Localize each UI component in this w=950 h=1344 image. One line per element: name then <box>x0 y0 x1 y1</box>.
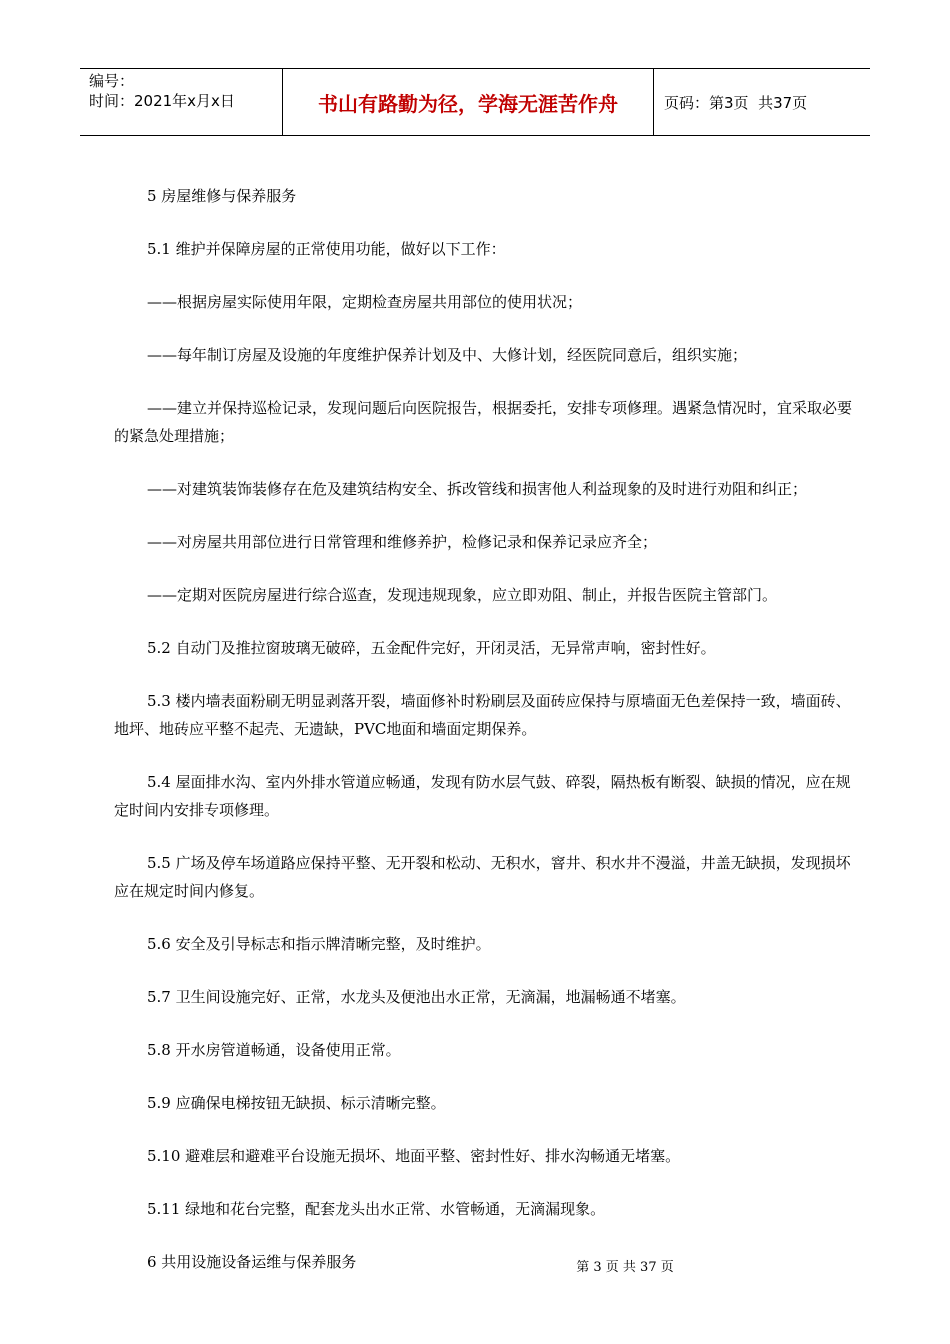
paragraph: 5.5 广场及停车场道路应保持平整、无开裂和松动、无积水，窨井、积水井不漫溢，井盖无缺损，发现损坏应在规定时间内修复。 <box>114 854 851 900</box>
paragraph: 5.8 开水房管道畅通，设备使用正常。 <box>147 1041 401 1059</box>
header-page-info <box>654 69 870 135</box>
paragraph: 5.7 卫生间设施完好、正常，水龙头及便池出水正常，无滴漏，地漏畅通不堵塞。 <box>147 988 686 1006</box>
paragraph: ——根据房屋实际使用年限，定期检查房屋共用部位的使用状况； <box>147 293 583 311</box>
paragraph: 5.3 楼内墙表面粉刷无明显剥落开裂，墙面修补时粉刷层及面砖应保持与原墙面无色差保持一致，墙面砖、地坪、地砖应平整不起壳、无遗缺，PVC地面和墙面定期保养。 <box>114 692 851 738</box>
header-meta <box>80 69 283 135</box>
paragraph: 5.11 绿地和花台完整，配套龙头出水正常、水管畅通，无滴漏现象。 <box>147 1200 606 1218</box>
paragraph: ——对房屋共用部位进行日常管理和维修养护，检修记录和保养记录应齐全； <box>147 533 658 551</box>
section-heading: 5 房屋维修与保养服务 <box>147 187 297 205</box>
document-body <box>114 182 854 1276</box>
document-date-label: 时间：2021年x月x日 <box>89 92 235 110</box>
paragraph: 5.10 避难层和避难平台设施无损坏、地面平整、密封性好、排水沟畅通无堵塞。 <box>147 1147 681 1165</box>
paragraph: 5.1 维护并保障房屋的正常使用功能，做好以下工作： <box>147 240 506 258</box>
paragraph: 5.2 自动门及推拉窗玻璃无破碎，五金配件完好，开闭灵活，无异常声响，密封性好。 <box>147 639 716 657</box>
document-number-label: 编号： <box>89 72 135 90</box>
paragraph: ——对建筑装饰装修存在危及建筑结构安全、拆改管线和损害他人利益现象的及时进行劝阻和纠正； <box>147 480 808 498</box>
paragraph: ——建立并保持巡检记录，发现问题后向医院报告，根据委托，安排专项修理。遇紧急情况时，宜采取必要的紧急处理措施； <box>114 399 853 445</box>
section-heading: 6 共用设施设备运维与保养服务 <box>147 1253 357 1271</box>
paragraph: ——定期对医院房屋进行综合巡查，发现违规现象，应立即劝阻、制止，并报告医院主管部门。 <box>147 586 778 604</box>
header-motto: 书山有路勤为径，学海无涯苦作舟 <box>283 69 654 135</box>
page-footer: 第 3 页 共 37 页 <box>576 1260 674 1275</box>
paragraph: ——每年制订房屋及设施的年度维护保养计划及中、大修计划，经医院同意后，组织实施； <box>147 346 748 364</box>
document-header <box>80 68 870 136</box>
paragraph: 5.9 应确保电梯按钮无缺损、标示清晰完整。 <box>147 1094 446 1112</box>
header-page-label: 页码：第3页 共37页 <box>664 93 808 112</box>
paragraph: 5.4 屋面排水沟、室内外排水管道应畅通，发现有防水层气鼓、碎裂，隔热板有断裂、缺损的情况，应在规定时间内安排专项修理。 <box>114 773 851 819</box>
paragraph: 5.6 安全及引导标志和指示牌清晰完整，及时维护。 <box>147 935 491 953</box>
